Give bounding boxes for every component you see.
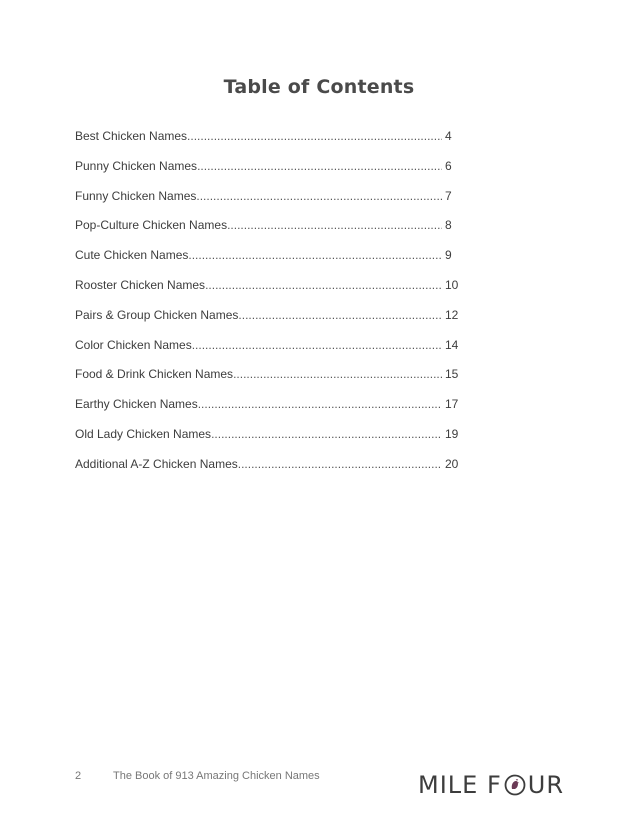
toc-entry-title: Color Chicken Names [75,337,192,352]
toc-entry[interactable] [75,457,461,487]
toc-leader-dots [197,159,442,173]
toc-entry-page: 17 [445,397,459,412]
toc-entry-page: 14 [445,337,459,352]
toc-leader-dots [192,338,442,352]
toc-entry-page: 9 [445,248,452,263]
toc-entry[interactable] [75,367,461,397]
page-title: Table of Contents [223,76,415,98]
toc-entry-title: Rooster Chicken Names [75,277,206,292]
toc-leader-dots [198,397,442,411]
toc-leader-dots [233,367,442,381]
toc-entry-page: 15 [445,367,459,382]
toc-entry[interactable] [75,308,461,338]
toc-entry-title: Pop-Culture Chicken Names [75,218,228,233]
toc-leader-dots [188,248,442,262]
toc-entry[interactable] [75,189,461,219]
chicken-in-circle-icon [504,774,526,796]
toc-leader-dots [211,427,442,441]
toc-entry-title: Cute Chicken Names [75,248,189,263]
toc-entry[interactable] [75,397,461,427]
toc-entry-title: Earthy Chicken Names [75,397,198,412]
table-of-contents [75,129,461,487]
logo-text-part1: MILE F [418,771,502,799]
toc-entry-page: 19 [445,426,459,441]
toc-entry-title: Funny Chicken Names [75,188,197,203]
logo-text-part2: UR [527,771,565,799]
toc-entry-page: 10 [445,277,459,292]
toc-entry[interactable] [75,278,461,308]
toc-leader-dots [238,457,442,471]
toc-entry-title: Food & Drink Chicken Names [75,367,234,382]
toc-entry-page: 7 [445,188,452,203]
toc-leader-dots [238,308,442,322]
toc-entry-title: Best Chicken Names [75,129,188,143]
page-footer [75,770,320,782]
toc-entry-page: 8 [445,218,452,233]
toc-entry-title: Pairs & Group Chicken Names [75,307,239,322]
toc-entry[interactable] [75,218,461,248]
toc-entry[interactable] [75,248,461,278]
toc-entry-page: 4 [445,129,452,143]
toc-entry[interactable] [75,159,461,189]
toc-entry-title: Additional A-Z Chicken Names [75,456,238,471]
toc-entry[interactable] [75,338,461,368]
toc-leader-dots [187,129,442,143]
mile-four-logo [418,770,564,800]
toc-entry-page: 12 [445,307,459,322]
toc-entry-page: 20 [445,456,459,471]
toc-entry-title: Old Lady Chicken Names [75,426,212,441]
toc-leader-dots [196,189,442,203]
toc-entry[interactable] [75,427,461,457]
toc-entry-page: 6 [445,158,452,173]
footer-page-number: 2 [75,770,82,782]
footer-book-title: The Book of 913 Amazing Chicken Names [113,770,320,782]
toc-leader-dots [205,278,442,292]
toc-entry[interactable] [75,129,461,159]
toc-entry-title: Punny Chicken Names [75,158,198,173]
toc-leader-dots [227,218,442,232]
